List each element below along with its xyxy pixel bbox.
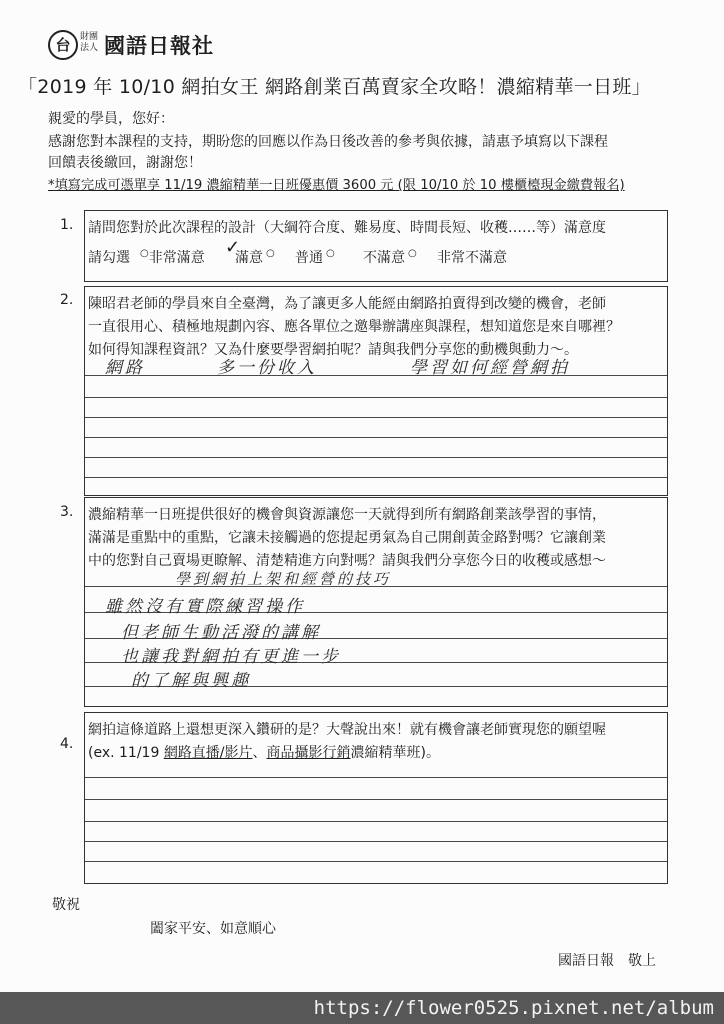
logo-name: 國語日報社 bbox=[104, 33, 214, 58]
logo-org-type: 財團法人 bbox=[80, 32, 99, 53]
question-3-text bbox=[85, 498, 667, 573]
question-3-line-1: 濃縮精華一日班提供很好的機會與資源讓您一天就得到所有網路創業該學習的事情， bbox=[88, 507, 606, 523]
option-very-unsatisfied[interactable]: 非常不滿意 bbox=[437, 250, 507, 266]
logo-icon: 台 bbox=[48, 30, 78, 60]
option-normal[interactable]: 普通 ○ bbox=[295, 248, 335, 266]
question-2-line-1: 陳昭君老師的學員來自全臺灣，為了讓更多人能經由網路拍賣得到改變的機會，老師 bbox=[88, 296, 606, 312]
answer-3-1: 學到網拍上架和經營的技巧 bbox=[175, 570, 392, 588]
question-2-line-2: 一直很用心、積極地規劃內容、應各單位之邀舉辦講座與課程，想知道您是來自哪裡？ bbox=[88, 319, 620, 335]
check-mark-icon: ✓ bbox=[225, 237, 241, 258]
page-title: 「2019 年 10/10 網拍女王 網路創業百萬賣家全攻略！濃縮精華一日班」 bbox=[18, 76, 651, 98]
question-1-box bbox=[84, 210, 668, 282]
question-1-number: 1. bbox=[60, 217, 74, 233]
answer-2-1: 網路 bbox=[105, 358, 145, 378]
question-1-prompt: 請勾選 bbox=[88, 250, 130, 266]
question-3-line-2: 滿滿是重點中的重點，它讓未接觸過的您提起勇氣為自己開創黃金路對嗎？它讓創業 bbox=[88, 530, 606, 546]
question-1-text: 請問您對於此次課程的設計（大綱符合度、難易度、時間長短、收穫……等）滿意度 bbox=[88, 220, 606, 236]
question-4-number: 4. bbox=[60, 736, 74, 752]
option-unsatisfied[interactable]: 不滿意 ○ bbox=[363, 248, 417, 266]
greeting: 親愛的學員，您好： bbox=[48, 111, 174, 127]
watermark-bar: https://flower0525.pixnet.net/album bbox=[0, 992, 724, 1024]
signature: 國語日報 敬上 bbox=[558, 953, 656, 969]
answer-3-3: 但老師生動活潑的講解 bbox=[121, 623, 321, 643]
closing-wish: 闔家平安、如意順心 bbox=[150, 921, 276, 937]
intro-line-2: 回饋表後繳回，謝謝您！ bbox=[48, 155, 202, 171]
question-3-box bbox=[84, 497, 668, 707]
question-2-box bbox=[84, 286, 668, 496]
question-4-line-1: 網拍這條道路上還想更深入鑽研的是？大聲說出來！就有機會讓老師實現您的願望喔 bbox=[88, 722, 606, 738]
question-2-number: 2. bbox=[60, 292, 74, 308]
closing-salutation: 敬祝 bbox=[52, 897, 80, 913]
answer-3-4: 也讓我對網拍有更進一步 bbox=[121, 647, 341, 667]
answer-3-5: 的了解與興趣 bbox=[131, 671, 251, 691]
question-4-line-2: (ex. 11/19 網路直播/影片、商品攝影行銷濃縮精華班)。 bbox=[88, 745, 440, 761]
answer-2-2: 多一份收入 bbox=[217, 358, 317, 378]
option-satisfied[interactable]: 滿意 ○ bbox=[235, 248, 275, 266]
question-4-box bbox=[84, 712, 668, 884]
answer-3-2: 雖然沒有實際練習操作 bbox=[105, 597, 305, 617]
option-very-satisfied[interactable]: ○非常滿意 bbox=[140, 248, 205, 266]
intro-line-1: 感謝您對本課程的支持，期盼您的回應以作為日後改善的參考與依據，請惠予填寫以下課程 bbox=[48, 134, 608, 150]
question-3-line-3: 中的您對自己賣場更瞭解、清楚精進方向對嗎？請與我們分享您今日的收穫或感想～ bbox=[88, 553, 606, 569]
question-2-text bbox=[85, 287, 667, 362]
promo-note: *填寫完成可憑單享 11/19 濃縮精華一日班優惠價 3600 元 (限 10/10 於 10 樓櫃檯現金繳費報名) bbox=[48, 178, 625, 193]
question-2-line-3: 如何得知課程資訊？又為什麼要學習網拍呢？請與我們分享您的動機與動力～。 bbox=[88, 342, 578, 358]
answer-2-3: 學習如何經營網拍 bbox=[410, 358, 570, 378]
question-3-number: 3. bbox=[60, 504, 74, 520]
question-4-text bbox=[85, 713, 667, 765]
